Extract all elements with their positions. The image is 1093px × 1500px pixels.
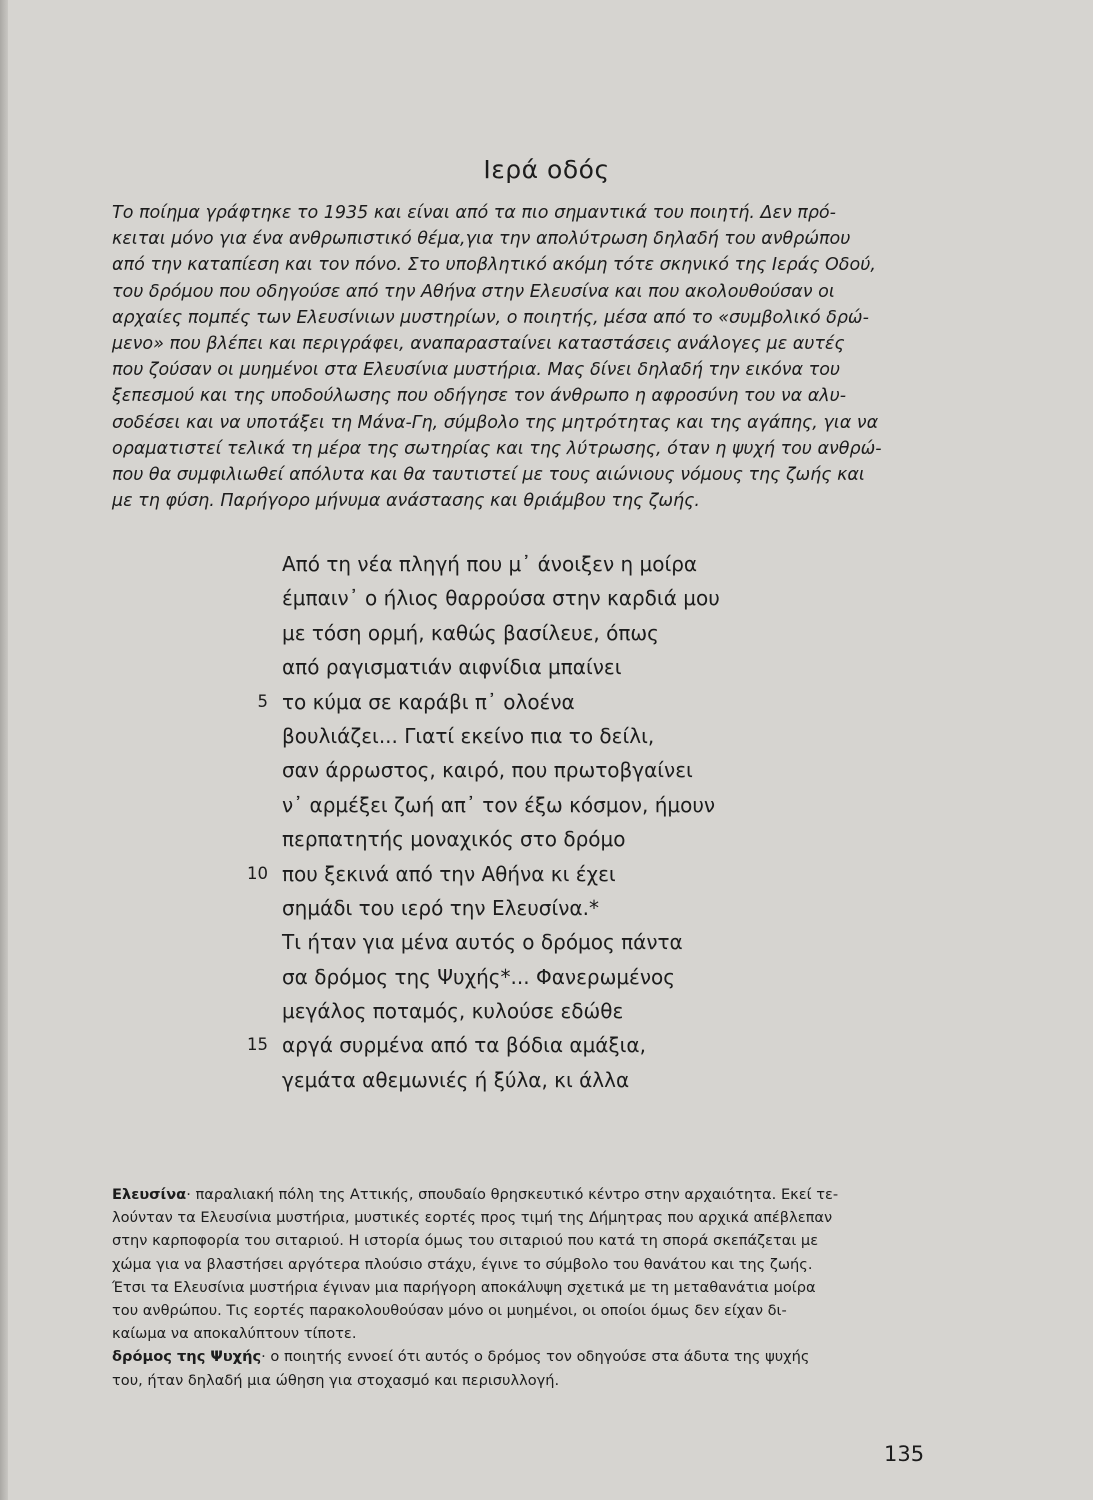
intro-line: που θα συμφιλιωθεί απόλυτα και θα ταυτιστεί με τους αιώνιους νόμους της ζωής και [112,465,865,486]
poem-line [240,891,800,925]
verse-text: Από τη νέα πληγή που μ᾽ άνοιξεν η μοίρα [282,552,698,576]
page-number: 135 [884,1442,925,1466]
verse-text: από ραγισματιάν αιφνίδια μπαίνει [282,655,622,680]
verse-text: γεμάτα αθεμωνιές ή ξύλα, κι άλλα [282,1067,630,1092]
poem-line [240,822,800,856]
verse-text: το κύμα σε καράβι π᾽ ολοένα [282,689,575,714]
footnote-line: καίωμα να αποκαλύπτουν τίποτε. [112,1325,357,1343]
verse-text: σα δρόμος της Ψυχής*... Φανερωμένος [282,964,675,989]
poem-line [240,1028,800,1062]
poem-line [240,960,800,994]
footnote-term: δρόμος της Ψυχής [112,1348,262,1366]
intro-line: σοδέσει και να υποτάξει τη Μάνα-Γη, σύμβολο της μητρότητας και της αγάπης, για να [112,412,879,433]
line-number: 5 [257,691,268,711]
verse-text: έμπαιν᾽ ο ήλιος θαρρούσα στην καρδιά μου [282,586,720,611]
poem-verses [240,547,800,1097]
poem-line [240,994,800,1028]
footnote-line: Έτσι τα Ελευσίνια μυστήρια έγιναν μια παρήγορη αποκάλυψη σχετικά με τη μεταθανάτια μοίρα [112,1278,816,1296]
poem-line [240,753,800,787]
poem-line [240,857,800,891]
verse-text: με τόση ορμή, καθώς βασίλευε, όπως [282,620,659,645]
intro-line: με τη φύση. Παρήγορο μήνυμα ανάστασης και θριάμβου της ζωής. [112,491,700,512]
footnotes [112,1183,926,1392]
intro-line: Το ποίημα γράφτηκε το 1935 και είναι από τα πιο σημαντικά του ποιητή. Δεν πρό- [112,203,836,223]
poem-line [240,788,800,822]
line-number: 15 [247,1035,268,1055]
poem-line [240,616,800,650]
verse-text: μεγάλος ποταμός, κυλούσε εδώθε [282,999,624,1024]
poem-title: Ιερά οδός [483,155,610,184]
verse-text: ν᾽ αρμέξει ζωή απ᾽ τον έξω κόσμον, ήμουν [282,792,716,817]
footnote-line [112,1345,926,1368]
line-number: 10 [247,863,268,883]
intro-line: από την καταπίεση και τον πόνο. Στο υποβλητικό ακόμη τότε σκηνικό της Ιεράς Οδού, [112,255,876,276]
book-binding-edge [0,0,8,1500]
verse-text: αργά συρμένα από τα βόδια αμάξια, [282,1033,646,1058]
footnote-text: · ο ποιητής εννοεί ότι αυτός ο δρόμος τον οδηγούσε στα άδυτα της ψυχής [261,1348,810,1366]
intro-line: του δρόμου που οδηγούσε από την Αθήνα στην Ελευσίνα και που ακολουθούσαν οι [112,281,835,302]
footnote-line: χώμα για να βλαστήσει αργότερα πλούσιο στάχυ, έγινε το σύμβολο του θανάτου και της ζωής. [112,1255,813,1273]
footnote-line [112,1183,926,1206]
poem-line [240,685,800,719]
verse-text: που ξεκινά από την Αθήνα κι έχει [282,861,616,886]
poem-line [240,547,800,581]
footnote-text: · παραλιακή πόλη της Αττικής, σπουδαίο θρησκευτικό κέντρο στην αρχαιότητα. Εκεί τε- [186,1186,839,1203]
footnote-line: λούνταν τα Ελευσίνια μυστήρια, μυστικές εορτές προς τιμή της Δήμητρας που αρχικά απέβλεπαν [112,1209,833,1227]
footnote-line: του, ήταν δηλαδή μια ώθηση για στοχασμό και περισυλλογή. [112,1371,560,1389]
footnote-dromos [112,1345,926,1391]
verse-text: σημάδι του ιερό την Ελευσίνα.* [282,895,599,920]
poem-line [240,719,800,753]
intro-line: ξεπεσμού και της υποδούλωσης που οδήγησε τον άνθρωπο η αφροσύνη του να αλυ- [112,386,847,407]
poem-line [240,925,800,959]
footnote-line: του ανθρώπου. Τις εορτές παρακολουθούσαν μόνο οι μυημένοι, οι οποίοι όμως δεν είχαν δι- [112,1302,787,1320]
verse-text: βουλιάζει... Γιατί εκείνο πια το δείλι, [282,723,655,748]
footnote-term: Ελευσίνα [112,1186,187,1203]
intro-paragraph [112,200,974,514]
intro-line: μενο» που βλέπει και περιγράφει, αναπαρασταίνει καταστάσεις ανάλογες με αυτές [112,334,845,355]
poem-line [240,1063,800,1097]
intro-line: κειται μόνο για ένα ανθρωπιστικό θέμα,για την απολύτρωση δηλαδή του ανθρώπου [112,229,851,250]
verse-text: σαν άρρωστος, καιρό, που πρωτοβγαίνει [282,758,693,783]
footnote-line: στην καρποφορία του σιταριού. Η ιστορία όμως του σιταριού που κατά τη σπορά σκεπάζεται με [112,1232,819,1250]
verse-text: Τι ήταν για μένα αυτός ο δρόμος πάντα [282,930,683,955]
intro-line: αρχαίες πομπές των Ελευσίνιων μυστηρίων, ο ποιητής, μέσα από το «συμβολικό δρώ- [112,307,869,328]
verse-text: περπατητής μοναχικός στο δρόμο [282,827,626,852]
poem-line [240,581,800,615]
footnote-eleusina [112,1183,926,1345]
poem-line [240,650,800,684]
intro-line: που ζούσαν οι μυημένοι στα Ελευσίνια μυστήρια. Μας δίνει δηλαδή την εικόνα του [112,360,841,381]
intro-line: οραματιστεί τελικά τη μέρα της σωτηρίας και της λύτρωσης, όταν η ψυχή του ανθρώ- [112,438,882,459]
